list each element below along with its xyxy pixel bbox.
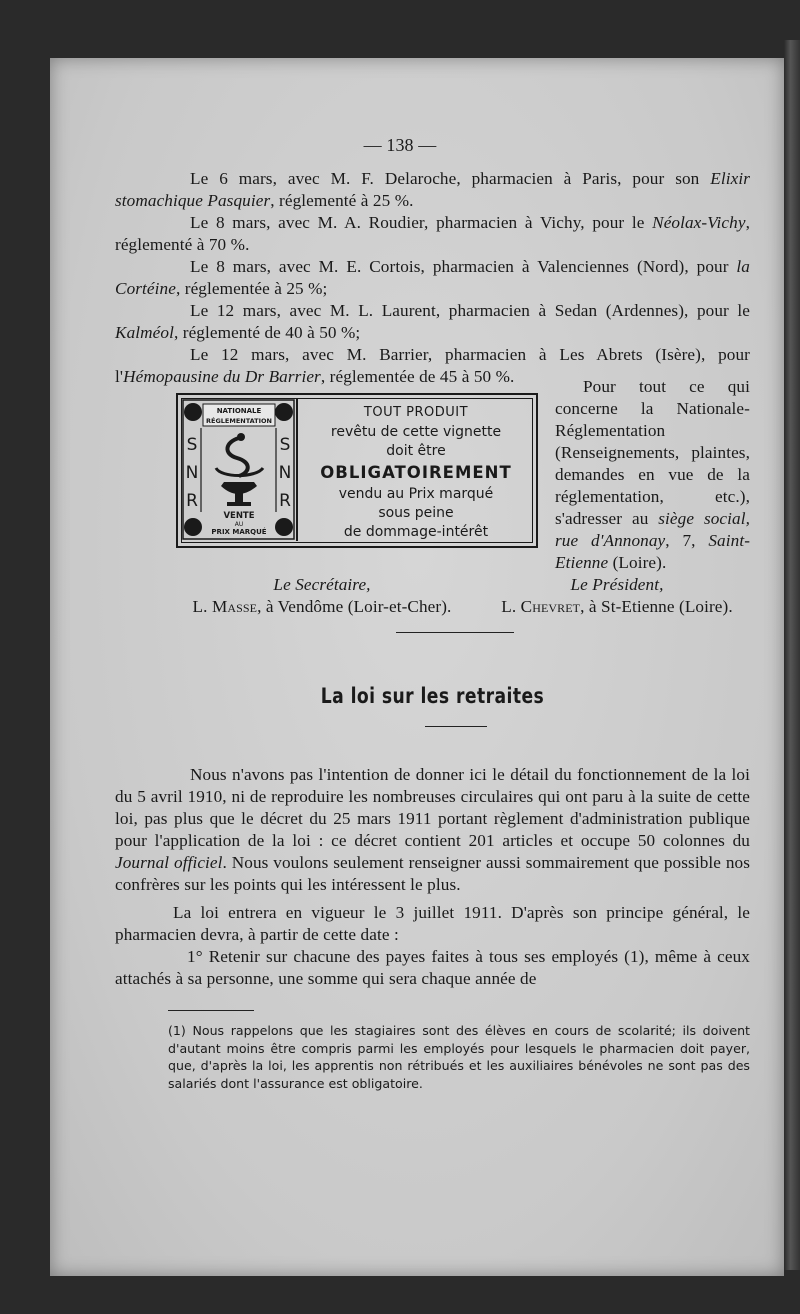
- page-edge: [784, 40, 800, 1270]
- seal-letter: S: [279, 435, 291, 455]
- seal-letter: N: [185, 463, 199, 483]
- notice-line: revêtu de cette vignette: [330, 424, 502, 440]
- signature-secretary: Le Secrétaire, L. Masse, à Vendôme (Loir-et-Cher).: [192, 575, 452, 616]
- contact-paragraph: Pour tout ce qui concerne la Nationale-Réglementation (Renseignements, plaintes, demandes en vue de la réglementation, etc.), s'adresser au siège social, rue d'Annonay, 7, Saint-Etienne (Loire).: [555, 377, 751, 572]
- seal-top-text: NATIONALE: [216, 407, 262, 415]
- seal-letter: S: [186, 435, 198, 455]
- body-paragraph-3: 1° Retenir sur chacune des payes faites à tous ses employés (1), même à ceux attachés à sa personne, une somme qui sera chaque année de: [115, 947, 750, 988]
- paragraph-laurent: Le 12 mars, avec M. L. Laurent, pharmacien à Sedan (Ardennes), pour le Kalméol, réglementé de 40 à 50 %;: [115, 301, 750, 342]
- caduceus-seal-icon: [181, 398, 296, 541]
- section-heading: La loi sur les retraites: [320, 684, 545, 708]
- page-number: — 138 —: [363, 135, 437, 155]
- svg-text:AU: AU: [234, 521, 244, 528]
- svg-text:PRIX MARQUÉ: PRIX MARQUÉ: [211, 528, 267, 536]
- vignette-notice-box: [176, 393, 538, 548]
- paragraph-cortois: Le 8 mars, avec M. E. Cortois, pharmacien à Valenciennes (Nord), pour la Cortéine, réglementée à 25 %;: [115, 257, 750, 298]
- footnote: (1) Nous rappelons que les stagiaires sont des élèves en cours de scolarité; ils doivent d'autant moins être compris parmi les employés pour lesquels le pharmacien doit payer, que, d'après la loi, les apprentis non rétribués et les auxiliaires bénévoles ne sont pas des salariés dont l'assurance est obligatoire.: [168, 1023, 750, 1091]
- paragraph-delaroche: Le 6 mars, avec M. F. Delaroche, pharmacien à Paris, pour son Elixir stomachique Pasquier, réglementé à 25 %.: [115, 169, 750, 210]
- paragraph-roudier: Le 8 mars, avec M. A. Roudier, pharmacien à Vichy, pour le Néolax-Vichy, réglementé à 70 %.: [115, 213, 750, 254]
- notice-emphasis: OBLIGATOIREMENT: [320, 463, 512, 482]
- notice-line: de dommage-intérêt: [343, 524, 489, 540]
- section-divider: [396, 632, 514, 633]
- paragraph-barrier: Le 12 mars, avec M. Barrier, pharmacien à Les Abrets (Isère), pour l'Hémopausine du Dr Barrier, réglementée de 45 à 50 %.: [115, 345, 750, 386]
- seal-letter: R: [186, 491, 198, 511]
- notice-line: doit être: [386, 443, 446, 459]
- heading-underline: [425, 726, 487, 727]
- body-paragraph-1: Nous n'avons pas l'intention de donner ici le détail du fonctionnement de la loi du 5 avril 1910, ni de reproduire les nombreuses circulaires qui ont paru à la suite de cette loi, pas plus que le décret du 25 mars 1911 portant règlement d'administration publique pour l'application de la loi : ce décret contient 201 articles et occupe 50 colonnes du Journal officiel. Nous voulons seulement renseigner aussi sommairement que possible nos confrères sur les points qui les intéressent le plus.: [115, 765, 750, 894]
- svg-text:RÉGLEMENTATION: RÉGLEMENTATION: [206, 417, 272, 425]
- vignette-notice-text: [300, 403, 532, 542]
- signature-president: Le Président, L. Chevret, à St-Etienne (Loire).: [501, 575, 733, 616]
- seal-letter: R: [279, 491, 291, 511]
- notice-line: vendu au Prix marqué: [338, 486, 494, 502]
- vignette-seal: [181, 398, 298, 541]
- contact-column: [555, 376, 750, 574]
- seal-letter: N: [278, 463, 292, 483]
- body-text: [115, 764, 750, 990]
- top-paragraphs: [115, 168, 750, 388]
- footnote-divider: [168, 1010, 254, 1011]
- notice-line: TOUT PRODUIT: [363, 405, 469, 420]
- svg-text:VENTE: VENTE: [223, 511, 255, 521]
- body-paragraph-2: La loi entrera en vigueur le 3 juillet 1911. D'après son principe général, le pharmacien devra, à partir de cette date :: [115, 903, 750, 944]
- notice-line: sous peine: [378, 505, 454, 521]
